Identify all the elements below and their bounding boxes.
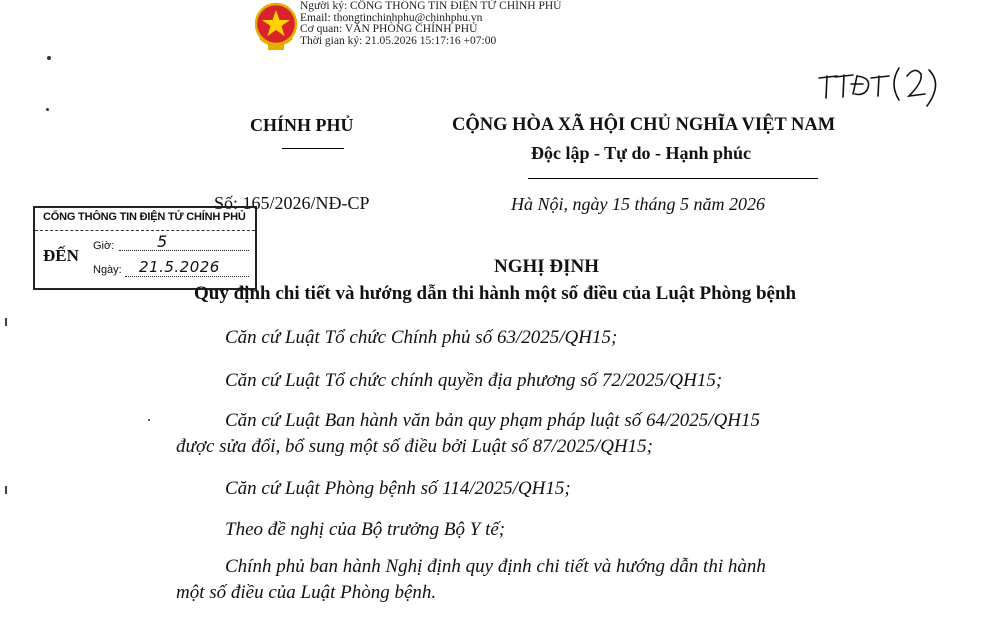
- stamp-date-label: Ngày:: [93, 264, 122, 276]
- national-motto: Độc lập - Tự do - Hạnh phúc: [531, 143, 752, 163]
- signature-time: Thời gian ký: 21.05.2026 15:17:16 +07:00: [300, 34, 497, 47]
- issuing-agency: CHÍNH PHỦ: [250, 115, 354, 135]
- signature-signer: Người ký: CỔNG THÔNG TIN ĐIỆN TỬ CHÍNH PHỦ: [300, 0, 562, 12]
- scan-edge-mark: [5, 318, 7, 326]
- place-and-date: Hà Nội, ngày 15 tháng 5 năm 2026: [511, 194, 765, 214]
- legal-basis-line: Căn cứ Luật Tổ chức chính quyền địa phương số 72/2025/QH15;: [225, 370, 723, 391]
- scan-speck: [148, 419, 150, 421]
- stamp-date-value: 21.5.2026: [139, 258, 220, 276]
- enactment-clause-line: một số điều của Luật Phòng bệnh.: [176, 582, 437, 603]
- agency-underline: [282, 148, 344, 149]
- stamp-divider: [35, 230, 255, 231]
- legal-basis-line: được sửa đổi, bổ sung một số điều bởi Luật số 87/2025/QH15;: [176, 436, 653, 457]
- signature-email: Email: thongtinchinhphu@chinhphu.vn: [300, 11, 483, 24]
- document-title: NGHỊ ĐỊNH: [493, 256, 600, 277]
- legal-basis-line: Căn cứ Luật Ban hành văn bản quy phạm pháp luật số 64/2025/QH15: [225, 410, 760, 431]
- stamp-received-label: ĐẾN: [43, 246, 79, 265]
- national-title: CỘNG HÒA XÃ HỘI CHỦ NGHĨA VIỆT NAM: [452, 115, 836, 135]
- scan-speck: [46, 108, 49, 111]
- stamp-hour-line: [119, 250, 249, 251]
- handwritten-note: [815, 64, 945, 108]
- motto-underline: [528, 178, 818, 179]
- stamp-hour-value: 5: [157, 232, 168, 251]
- legal-basis-line: Căn cứ Luật Tổ chức Chính phủ số 63/2025/QH15;: [225, 327, 618, 348]
- enactment-clause-line: Chính phủ ban hành Nghị định quy định chi tiết và hướng dẫn thi hành: [225, 556, 766, 577]
- scan-edge-mark: [5, 486, 7, 494]
- stamp-hour-label: Giờ:: [93, 240, 115, 252]
- document-number: Số: 165/2026/NĐ-CP: [214, 193, 370, 213]
- stamp-title: CỔNG THÔNG TIN ĐIỆN TỬ CHÍNH PHỦ: [43, 211, 246, 223]
- digital-signature-info: [300, 1, 561, 47]
- national-emblem-icon: [254, 2, 298, 52]
- scan-speck: [47, 56, 51, 60]
- legal-basis-line: Căn cứ Luật Phòng bệnh số 114/2025/QH15;: [225, 478, 571, 499]
- legal-basis-line: Theo đề nghị của Bộ trưởng Bộ Y tế;: [225, 519, 506, 540]
- document-subtitle: Quy định chi tiết và hướng dẫn thi hành một số điều của Luật Phòng bệnh: [194, 283, 797, 304]
- signature-agency: Cơ quan: VĂN PHÒNG CHÍNH PHỦ: [300, 23, 478, 35]
